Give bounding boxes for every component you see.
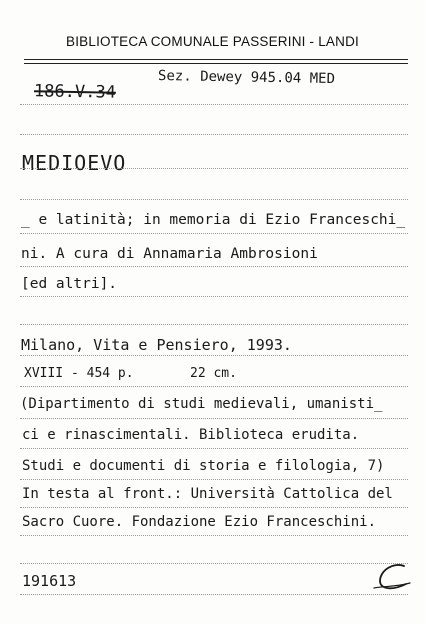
ruled-line xyxy=(20,134,408,135)
ruled-line xyxy=(20,296,408,297)
extent-size: 22 cm. xyxy=(190,366,237,381)
header-rule-lower xyxy=(24,63,408,64)
ruled-line xyxy=(20,168,408,169)
ruled-line xyxy=(20,233,408,234)
ruled-line xyxy=(20,199,408,200)
ruled-line xyxy=(20,386,408,387)
title-line-2: ni. A cura di Annamaria Ambrosioni xyxy=(21,246,318,262)
note-line-4: In testa al front.: Università Cattolica del xyxy=(22,486,393,502)
dewey-shelfmark: Sez. Dewey 945.04 MED xyxy=(157,68,336,88)
ruled-line xyxy=(20,535,408,536)
series-note-line-2: ci e rinascimentali. Biblioteca erudita. xyxy=(22,427,360,443)
ruled-line xyxy=(20,563,408,564)
series-note-line-1: (Dipartimento di studi medievali, umanisti_ xyxy=(20,396,383,412)
ruled-line xyxy=(20,479,408,480)
ruled-line xyxy=(20,104,408,105)
ruled-line xyxy=(20,594,408,595)
ruled-line xyxy=(20,418,408,419)
series-note-line-3: Studi e documenti di storia e filologia, 7) xyxy=(22,458,385,474)
header-rule-upper xyxy=(24,59,408,60)
ruled-line xyxy=(20,448,408,449)
note-line-5: Sacro Cuore. Fondazione Ezio Franceschini. xyxy=(22,514,377,530)
cancelled-shelfmark: 186.V.34 xyxy=(33,81,117,103)
library-header: BIBLIOTECA COMUNALE PASSERINI - LANDI xyxy=(66,34,359,49)
ruled-line xyxy=(20,355,408,356)
title-line-1: _ e latinità; in memoria di Ezio Franceschi_ xyxy=(21,212,406,228)
extent-pages: XVIII - 454 p. xyxy=(24,366,134,381)
ruled-line xyxy=(20,266,408,267)
subject-heading: MEDIOEVO xyxy=(22,151,127,175)
ruled-line xyxy=(20,507,408,508)
ruled-line xyxy=(20,324,408,325)
imprint: Milano, Vita e Pensiero, 1993. xyxy=(21,336,292,354)
inventory-number: 191613 xyxy=(22,572,77,590)
handwritten-initial-mark xyxy=(370,556,420,596)
title-line-3: [ed altri]. xyxy=(21,276,118,292)
